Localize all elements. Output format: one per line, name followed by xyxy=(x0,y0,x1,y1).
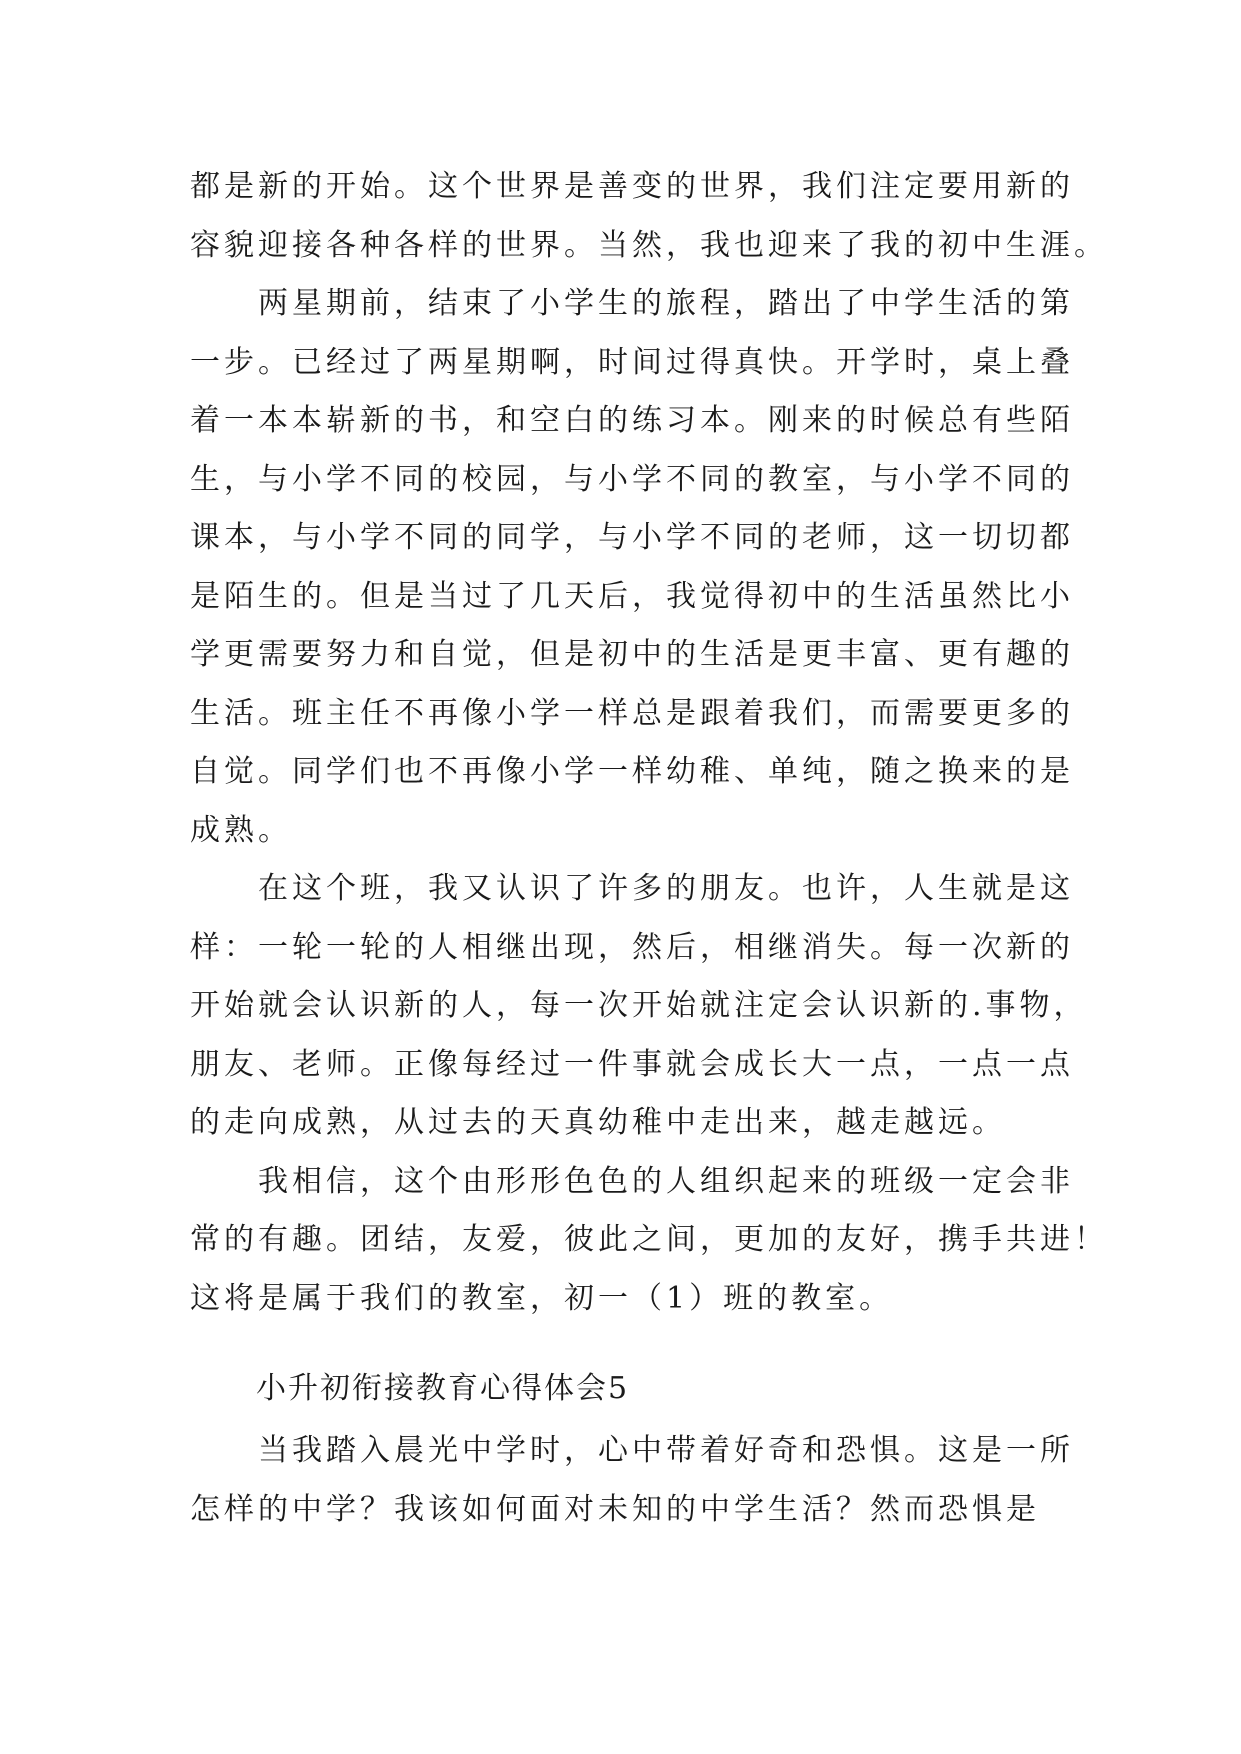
text-line: 一步。已经过了两星期啊，时间过得真快。开学时，桌上叠 xyxy=(190,344,1074,380)
text-line: 两星期前，结束了小学生的旅程，踏出了中学生活的第 xyxy=(190,286,1074,321)
essay-body xyxy=(190,158,1108,1328)
text-line: 朋友、老师。正像每经过一件事就会成长大一点，一点一点 xyxy=(190,1046,1074,1082)
text-line: 课本，与小学不同的同学，与小学不同的老师，这一切切都 xyxy=(190,520,1074,555)
text-line: 是陌生的。但是当过了几天后，我觉得初中的生活虽然比小 xyxy=(190,578,1074,614)
text-line: 我相信，这个由形形色色的人组织起来的班级一定会非 xyxy=(190,1163,1074,1199)
text-line: 学更需要努力和自觉，但是初中的生活是更丰富、更有趣的 xyxy=(190,637,1074,672)
text-line: 当我踏入晨光中学时，心中带着好奇和恐惧。这是一所 xyxy=(190,1433,1074,1468)
text-line: 常的有趣。团结，友爱，彼此之间，更加的友好，携手共进！ xyxy=(190,1222,1108,1257)
text-line: 的走向成熟，从过去的天真幼稚中走出来，越走越远。 xyxy=(190,1105,1006,1140)
text-line: 生活。班主任不再像小学一样总是跟着我们，而需要更多的 xyxy=(190,695,1074,731)
text-line: 生，与小学不同的校园，与小学不同的教室，与小学不同的 xyxy=(190,461,1074,497)
text-line: 样：一轮一轮的人相继出现，然后，相继消失。每一次新的 xyxy=(190,929,1074,965)
text-line: 在这个班，我又认识了许多的朋友。也许，人生就是这 xyxy=(190,871,1074,906)
text-line: 怎样的中学？我该如何面对未知的中学生活？然而恐惧是 xyxy=(190,1491,1040,1527)
text-line: 这将是属于我们的教室，初一（1）班的教室。 xyxy=(190,1280,894,1316)
text-line: 成熟。 xyxy=(190,812,292,848)
text-line: 容貌迎接各种各样的世界。当然，我也迎来了我的初中生涯。 xyxy=(190,227,1108,263)
next-section-body xyxy=(190,1422,1074,1539)
text-line: 开始就会认识新的人，每一次开始就注定会认识新的.事物， xyxy=(190,988,1088,1023)
section-heading: 小升初衔接教育心得体会5 xyxy=(256,1371,630,1406)
text-line: 着一本本崭新的书，和空白的练习本。刚来的时候总有些陌 xyxy=(190,403,1074,438)
text-line: 都是新的开始。这个世界是善变的世界，我们注定要用新的 xyxy=(190,169,1074,204)
text-line: 自觉。同学们也不再像小学一样幼稚、单纯，随之换来的是 xyxy=(190,754,1074,789)
